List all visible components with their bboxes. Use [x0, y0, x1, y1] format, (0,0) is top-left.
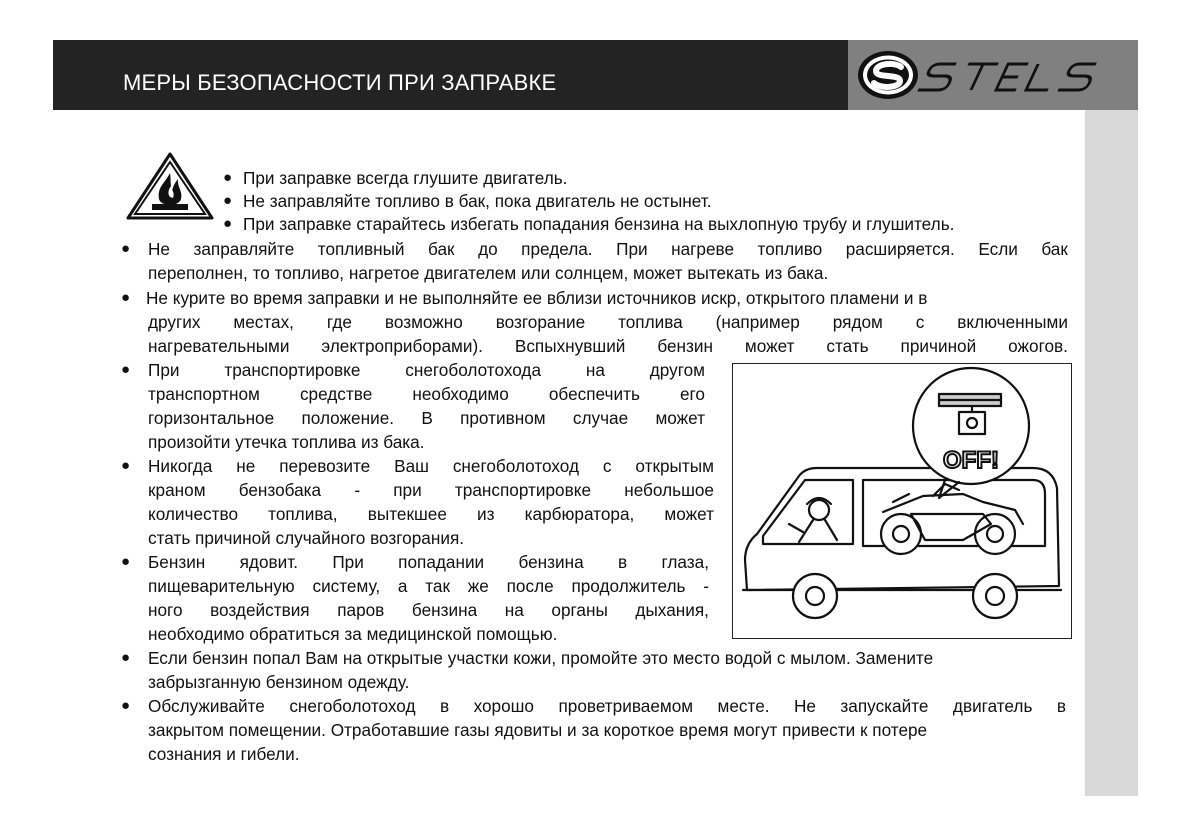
- item-line: других местах, где возможно возгорание топлива (например рядом с включенными: [148, 312, 1068, 332]
- bullet-icon: ●: [121, 361, 131, 378]
- item-line: горизонтальное положение. В противном случае может: [148, 408, 705, 428]
- page-title: МЕРЫ БЕЗОПАСНОСТИ ПРИ ЗАПРАВКЕ: [123, 70, 557, 95]
- item-line: Если бензин попал Вам на открытые участки кожи, промойте это место водой с мылом. Замените: [148, 648, 934, 668]
- item-line: произойти утечка топлива из бака.: [148, 432, 425, 452]
- bullet-icon: ●: [223, 169, 233, 186]
- short-item: При заправке всегда глушите двигатель.: [243, 168, 568, 188]
- bullet-icon: ●: [223, 215, 233, 232]
- item-line: При транспортировке снегоболотохода на другом: [148, 360, 705, 380]
- item-line: Не заправляйте топливный бак до предела. При нагреве топливо расширяется. Если бак: [148, 239, 1068, 259]
- bullet-icon: ●: [121, 457, 131, 474]
- van-transport-illustration: [732, 363, 1072, 639]
- item-line: Обслуживайте снегоболотоход в хорошо проветриваемом месте. Не запускайте двигатель в: [148, 696, 1066, 716]
- item-line: стать причиной случайного возгорания.: [148, 528, 465, 548]
- bullet-icon: ●: [121, 697, 131, 714]
- bullet-icon: ●: [121, 649, 131, 666]
- item-line: краном бензобака - при транспортировке небольшое: [148, 480, 714, 500]
- item-line: ного воздействия паров бензина на органы дыхания,: [148, 600, 709, 620]
- item-line: пищеварительную систему, а так же после продолжитель -: [148, 576, 709, 596]
- item-line: Никогда не перевозите Ваш снегоболотоход с открытым: [148, 456, 714, 476]
- bullet-icon: ●: [121, 289, 131, 306]
- item-line: Бензин ядовит. При попадании бензина в глаза,: [148, 552, 709, 572]
- item-line: необходимо обратиться за медицинской помощью.: [148, 624, 558, 644]
- item-line: сознания и гибели.: [148, 744, 300, 764]
- off-label: OFF!: [943, 447, 999, 474]
- item-line: Не курите во время заправки и не выполняйте ее вблизи источников искр, открытого пламени и в: [146, 288, 928, 308]
- bullet-icon: ●: [223, 192, 233, 209]
- brand-logo: [848, 40, 1138, 110]
- item-line: количество топлива, вытекшее из карбюратора, может: [148, 504, 714, 524]
- side-strip: [1085, 110, 1138, 796]
- item-line: переполнен, то топливо, нагретое двигателем или солнцем, может вытекать из бака.: [148, 263, 829, 283]
- short-item: При заправке старайтесь избегать попадания бензина на выхлопную трубу и глушитель.: [243, 214, 955, 234]
- item-line: закрытом помещении. Отработавшие газы ядовиты и за короткое время могут привести к потере: [148, 720, 928, 740]
- item-line: забрызганную бензином одежду.: [148, 672, 410, 692]
- bullet-icon: ●: [121, 240, 131, 257]
- item-line: нагревательными электроприборами). Вспыхнувший бензин может стать причиной ожогов.: [148, 336, 1068, 356]
- item-line: транспортном средстве необходимо обеспечить его: [148, 384, 705, 404]
- bullet-icon: ●: [121, 553, 131, 570]
- flammable-warning-icon: [125, 151, 215, 226]
- short-item: Не заправляйте топливо в бак, пока двигатель не остынет.: [243, 191, 712, 211]
